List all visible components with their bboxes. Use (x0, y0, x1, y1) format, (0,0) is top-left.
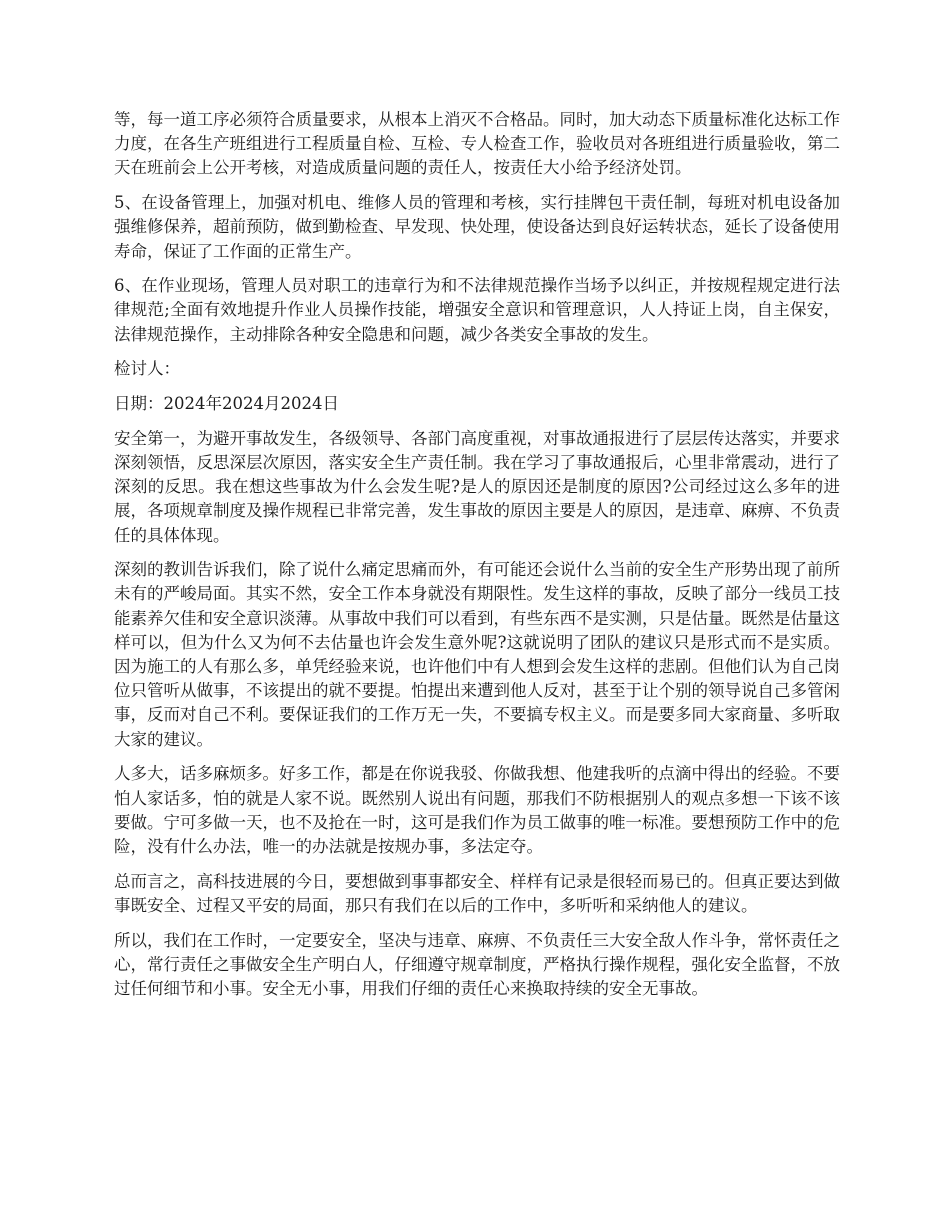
paragraph-equipment-management: 5、在设备管理上，加强对机电、维修人员的管理和考核，实行挂牌包干责任制，每班对机电设备加强维修保养，超前预防，做到勤检查、早发现、快处理，使设备达到良好运转状态，延长了设备使用寿命，保证了工作面的正常生产。 (114, 193, 840, 261)
paragraph-quality-inspection: 等，每一道工序必须符合质量要求，从根本上消灭不合格品。同时，加大动态下质量标准化达标工作力度，在各生产班组进行工程质量自检、互检、专人检查工作，验收员对各班组进行质量验收，第二天在班前会上公开考核，对造成质量问题的责任人，按责任大小给予经济处罚。 (114, 110, 840, 178)
paragraph-safety-first: 安全第一，为避开事故发生，各级领导、各部门高度重视，对事故通报进行了层层传达落实，并要求深刻领悟，反思深层次原因，落实安全生产责任制。我在学习了事故通报后，心里非常震动，进行了深刻的反思。我在想这些事故为什么会发生呢?是人的原因还是制度的原因?公司经过这么多年的进展，各项规章制度及操作规程已非常完善，发生事故的原因主要是人的原因，是违章、麻痹、不负责任的具体体现。 (114, 428, 840, 545)
reviewer-line: 检讨人： (114, 359, 180, 379)
paragraph-lessons: 深刻的教训告诉我们，除了说什么痛定思痛而外，有可能还会说什么当前的安全生产形势出现了前所未有的严峻局面。其实不然，安全工作本身就没有期限性。发生这样的事故，反映了部分一线员工技能素养欠佳和安全意识淡薄。从事故中我们可以看到，有些东西不是实测，只是估量。既然是估量这样可以，但为什么又为何不去估量也许会发生意外呢?这就说明了团队的建议只是形式而不是实质。因为施工的人有那么多，单凭经验来说，也许他们中有人想到会发生这样的悲剧。但他们认为自己岗位只管听从做事，不该提出的就不要提。怕提出来遭到他人反对，甚至于让个别的领导说自己多管闲事，反而对自己不利。要保证我们的工作万无一失，不要搞专权主义。而是要多同大家商量、多听取大家的建议。 (114, 560, 840, 749)
paragraph-many-voices: 人多大，话多麻烦多。好多工作，都是在你说我驳、你做我想、他建我听的点滴中得出的经验。不要怕人家话多，怕的就是人家不说。既然别人说出有问题，那我们不防根据别人的观点多想一下该不该要做。宁可多做一天，也不及抢在一时，这可是我们作为员工做事的唯一标准。要想预防工作中的危险，没有什么办法，唯一的办法就是按规办事，多法定夺。 (114, 764, 840, 856)
paragraph-conclusion: 所以，我们在工作时，一定要安全，坚决与违章、麻痹、不负责任三大安全敌人作斗争，常怀责任之心，常行责任之事做安全生产明白人，仔细遵守规章制度，严格执行操作规程，强化安全监督，不放过任何细节和小事。安全无小事，用我们仔细的责任心来换取持续的安全无事故。 (114, 930, 840, 998)
paragraph-summary: 总而言之，高科技进展的今日，要想做到事事都安全、样样有记录是很轻而易已的。但真正要达到做事既安全、过程又平安的局面，那只有我们在以后的工作中，多听听和采纳他人的建议。 (114, 871, 840, 915)
date-line: 日期：2024年2024月2024日 (114, 394, 339, 414)
document-body (114, 108, 840, 1012)
paragraph-worksite-supervision: 6、在作业现场，管理人员对职工的违章行为和不法律规范操作当场予以纠正，并按规程规定进行法律规范;全面有效地提升作业人员操作技能，增强安全意识和管理意识，人人持证上岗，自主保安，法律规范操作，主动排除各种安全隐患和问题，减少各类安全事故的发生。 (114, 276, 840, 344)
